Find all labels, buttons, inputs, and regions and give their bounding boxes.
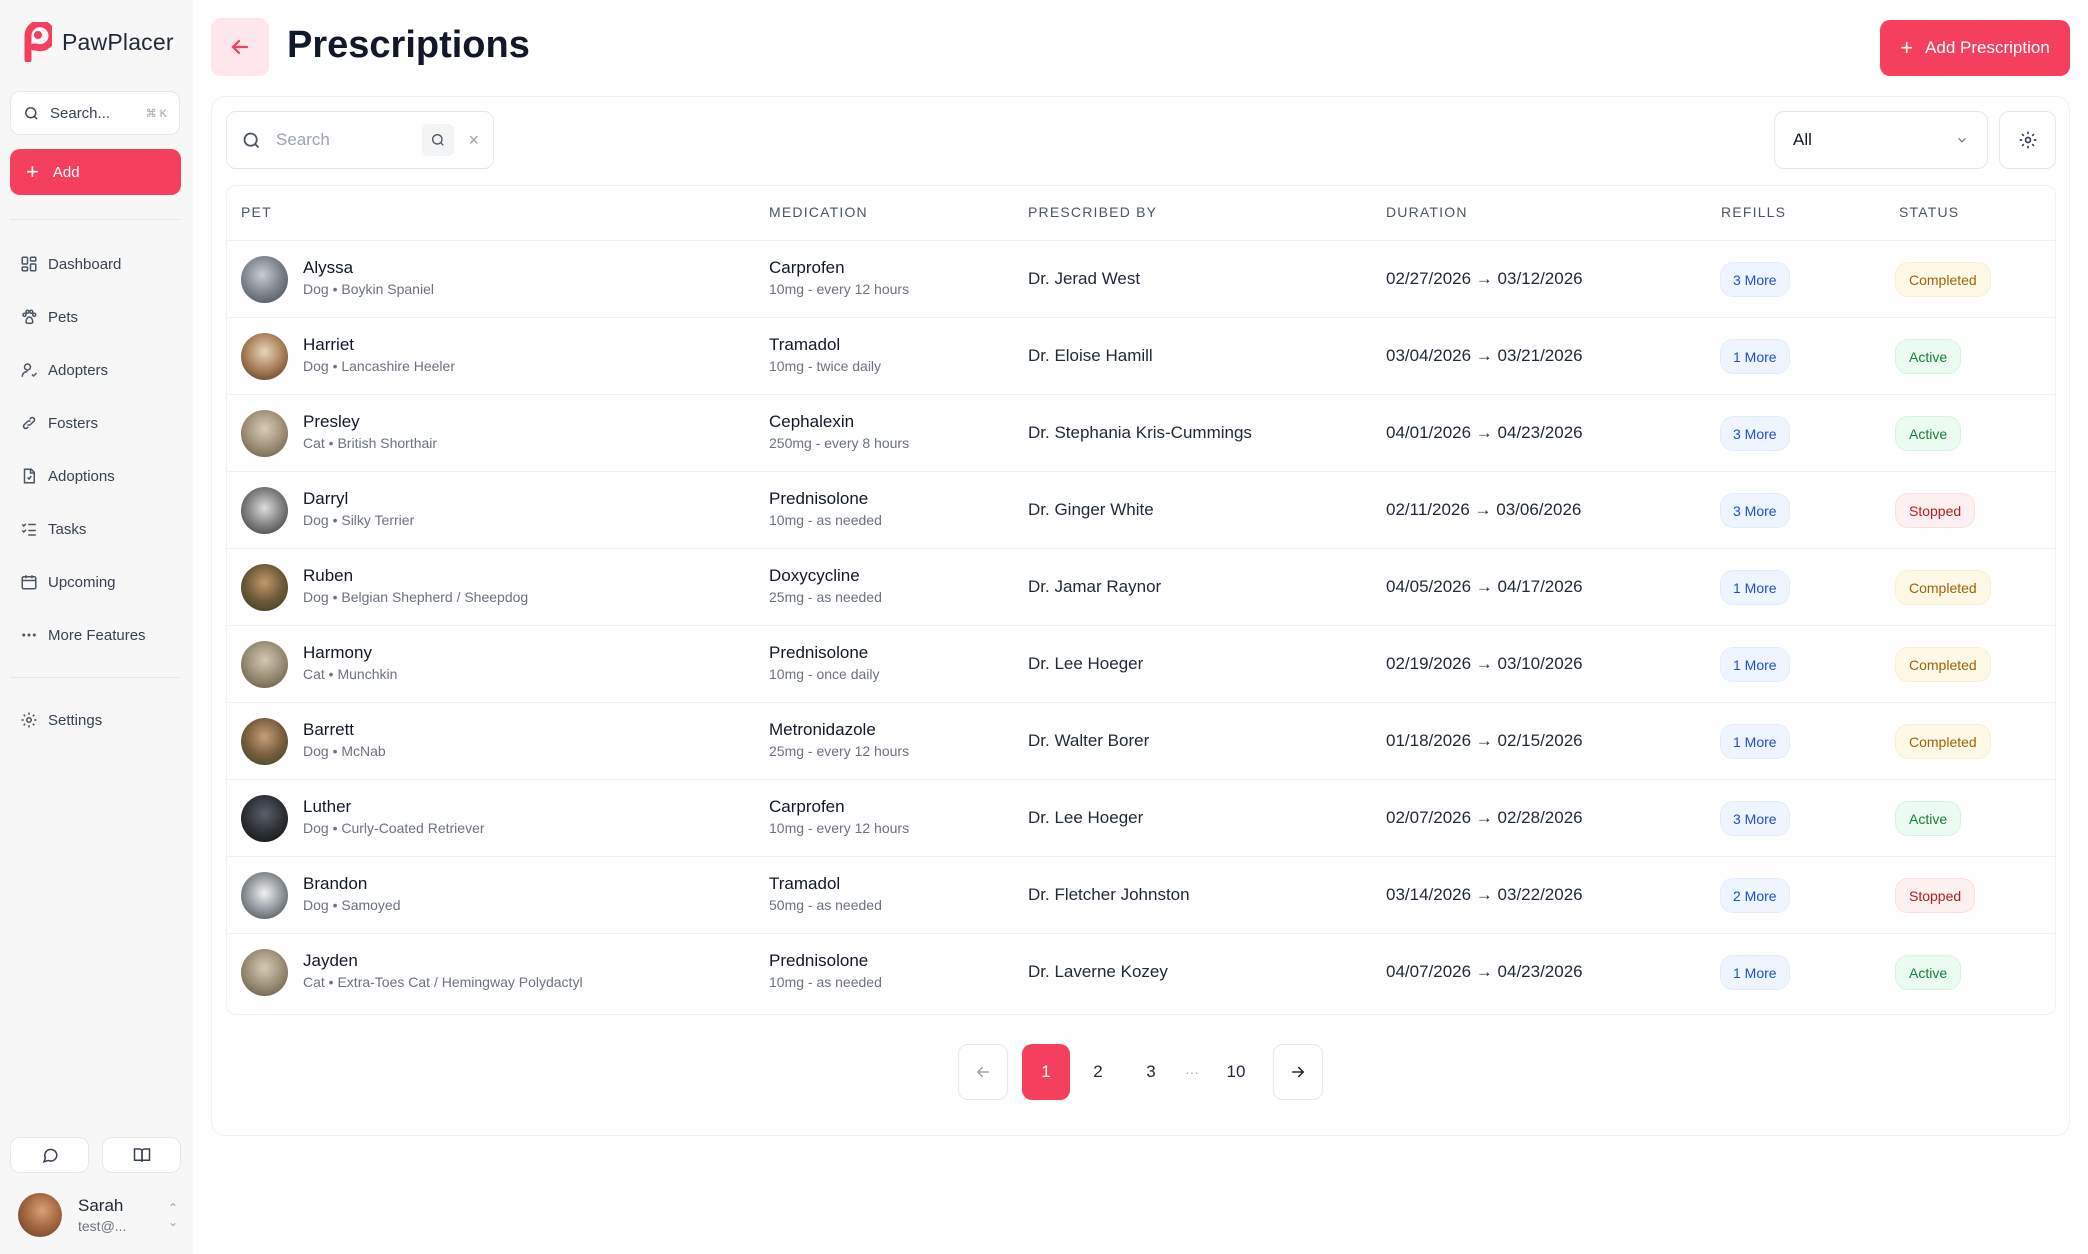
book-icon [133,1146,151,1164]
pet-info: Dog • McNab [303,743,386,759]
user-name: Sarah [78,1196,124,1215]
sidebar [0,0,193,1254]
pet-name: Darryl [303,489,349,508]
status-badge: Active [1896,340,1960,373]
medication-name: Doxycycline [769,566,860,585]
prescribed-by: Dr. Jerad West [1028,269,1141,288]
prescribed-by: Dr. Jamar Raynor [1028,577,1162,596]
sidebar-divider [10,677,181,678]
medication-dosage: 10mg - as needed [769,974,882,990]
pet-info: Dog • Curly-Coated Retriever [303,820,485,836]
chat-button[interactable] [10,1137,89,1173]
sidebar-item-adopters[interactable] [10,350,181,390]
pet-info: Cat • Munchkin [303,666,398,682]
duration: 01/18/2026 → 02/15/2026 [1386,731,1583,750]
sidebar-item-label: Dashboard [48,255,122,273]
pet-name: Alyssa [303,258,354,277]
pet-info: Dog • Lancashire Heeler [303,358,455,374]
prescribed-by: Dr. Walter Borer [1028,731,1150,750]
pet-info: Cat • British Shorthair [303,435,438,451]
sidebar-add-button[interactable] [10,149,181,195]
pet-avatar [241,410,288,457]
refills-badge[interactable]: 3 More [1721,263,1789,296]
dashboard-icon [20,255,38,273]
sidebar-item-upcoming[interactable] [10,562,181,602]
pet-name: Harriet [303,335,355,354]
user-menu[interactable] [18,1193,178,1237]
search-shortcut: ⌘ K [145,107,167,120]
sidebar-search-placeholder: Search... [50,104,111,122]
prescribed-by: Dr. Lee Hoeger [1028,808,1144,827]
paw-icon [20,308,38,326]
pagination-prev-button[interactable] [958,1044,1008,1100]
prescribed-by: Dr. Ginger White [1028,500,1154,519]
pet-avatar [241,949,288,996]
chevron-down-icon [1955,133,1969,147]
prescribed-by: Dr. Fletcher Johnston [1028,885,1190,904]
sidebar-item-label: Settings [48,711,103,729]
pet-info: Dog • Boykin Spaniel [303,281,434,297]
sidebar-item-tasks[interactable] [10,509,181,549]
table-row[interactable] [226,548,2056,625]
adoptions-icon [20,467,38,485]
medication-name: Tramadol [769,335,841,354]
refills-badge[interactable]: 1 More [1721,725,1789,758]
clear-search-icon[interactable]: × [468,129,479,150]
pet-avatar [241,872,288,919]
sidebar-item-label: More Features [48,626,146,644]
prescribed-by: Dr. Eloise Hamill [1028,346,1153,365]
table-row[interactable] [226,856,2056,933]
sidebar-item-label: Adopters [48,361,109,379]
refills-badge[interactable]: 3 More [1721,417,1789,450]
search-icon [23,105,40,122]
medication-name: Cephalexin [769,412,855,431]
refills-badge[interactable]: 2 More [1721,879,1789,912]
pagination-page-3[interactable]: 3 [1146,1062,1156,1081]
medication-dosage: 10mg - every 12 hours [769,820,910,836]
medication-dosage: 25mg - every 12 hours [769,743,910,759]
medication-dosage: 10mg - as needed [769,512,882,528]
search-input[interactable]: Search [276,130,330,149]
status-badge: Completed [1896,571,1990,604]
table-settings-button[interactable] [1999,111,2056,169]
status-filter-select[interactable] [1774,111,1988,169]
pet-name: Barrett [303,720,355,739]
sidebar-item-label: Pets [48,308,79,326]
back-button[interactable] [211,18,269,76]
column-header-prescribed-by[interactable]: PRESCRIBED BY [1028,204,1158,220]
table-row[interactable] [226,471,2056,548]
adopters-icon [20,361,38,379]
sidebar-item-label: Fosters [48,414,99,432]
sidebar-item-dashboard[interactable] [10,244,181,284]
arrow-right-icon [1289,1063,1307,1081]
duration: 02/11/2026 → 03/06/2026 [1386,500,1582,519]
duration: 04/07/2026 → 04/23/2026 [1386,962,1583,981]
refills-badge[interactable]: 1 More [1721,571,1789,604]
pet-name: Harmony [303,643,372,662]
medication-name: Carprofen [769,258,845,277]
duration: 04/01/2026 → 04/23/2026 [1386,423,1583,442]
avatar [18,1193,62,1237]
column-header-status[interactable]: STATUS [1899,204,1960,220]
sidebar-add-label: Add [52,163,80,181]
status-badge: Stopped [1896,879,1974,912]
gear-icon [20,711,38,729]
status-badge: Active [1896,956,1960,989]
pagination-page-10[interactable]: 10 [1226,1062,1246,1081]
pet-info: Dog • Silky Terrier [303,512,415,528]
pet-avatar [241,718,288,765]
sidebar-item-pets[interactable] [10,297,181,337]
status-badge: Active [1896,802,1960,835]
pet-avatar [241,333,288,380]
pet-name: Brandon [303,874,368,893]
fosters-icon [20,414,38,432]
medication-dosage: 50mg - as needed [769,897,882,913]
chevron-up-down-icon: ⌃ ⌄ [167,1201,178,1229]
duration: 02/07/2026 → 02/28/2026 [1386,808,1583,827]
add-prescription-button[interactable] [1880,20,2070,76]
pet-info: Dog • Belgian Shepherd / Sheepdog [303,589,529,605]
pet-info: Cat • Extra-Toes Cat / Hemingway Polydactyl [303,974,583,990]
chat-bubble-icon [41,1146,59,1164]
pet-avatar [241,795,288,842]
refills-badge[interactable]: 3 More [1721,494,1789,527]
medication-name: Tramadol [769,874,841,893]
medication-dosage: 25mg - as needed [769,589,882,605]
sidebar-item-adoptions[interactable] [10,456,181,496]
status-badge: Stopped [1896,494,1974,527]
pagination-ellipsis: ··· [1185,1064,1199,1080]
duration: 03/04/2026 → 03/21/2026 [1386,346,1583,365]
pagination-page-2[interactable]: 2 [1093,1062,1103,1081]
table-search[interactable] [226,111,494,169]
medication-dosage: 10mg - twice daily [769,358,882,374]
pet-info: Dog • Samoyed [303,897,401,913]
plus-icon: + [26,159,39,184]
calendar-icon [20,573,38,591]
tasks-icon [20,520,38,538]
search-icon [241,130,262,151]
medication-dosage: 250mg - every 8 hours [769,435,910,451]
pet-avatar [241,487,288,534]
prescribed-by: Dr. Stephania Kris-Cummings [1028,423,1252,442]
add-prescription-label: Add Prescription [1925,38,2050,57]
prescribed-by: Dr. Laverne Kozey [1028,962,1168,981]
pawplacer-logo-icon [20,22,52,62]
table-row[interactable] [226,394,2056,471]
pet-avatar [241,641,288,688]
table-row[interactable] [226,933,2056,1010]
status-badge: Completed [1896,263,1990,296]
app-name: PawPlacer [62,28,174,55]
pagination-next-button[interactable] [1273,1044,1323,1100]
sidebar-item-label: Tasks [48,520,87,538]
table-row[interactable] [226,240,2056,317]
docs-button[interactable] [102,1137,181,1173]
status-badge: Completed [1896,648,1990,681]
status-filter-value: All [1793,130,1812,149]
sidebar-item-settings[interactable] [10,700,181,740]
sidebar-item-label: Adoptions [48,467,115,485]
medication-name: Prednisolone [769,643,869,662]
duration: 03/14/2026 → 03/22/2026 [1386,885,1583,904]
gear-icon [2018,130,2038,150]
page-title: Prescriptions [287,24,530,66]
prescribed-by: Dr. Lee Hoeger [1028,654,1144,673]
pet-name: Ruben [303,566,354,585]
refills-badge[interactable]: 3 More [1721,802,1789,835]
refills-badge[interactable]: 1 More [1721,340,1789,373]
table-row[interactable] [226,702,2056,779]
refills-badge[interactable]: 1 More [1721,956,1789,989]
table-row[interactable] [226,625,2056,702]
search-icon [430,132,446,148]
sidebar-item-label: Upcoming [48,573,116,591]
arrow-left-icon [228,35,252,59]
plus-icon: + [1900,35,1914,60]
medication-name: Prednisolone [769,951,869,970]
duration: 02/27/2026 → 03/12/2026 [1386,269,1583,288]
pet-avatar [241,256,288,303]
pagination-page-1[interactable]: 1 [1022,1044,1070,1100]
pet-name: Jayden [303,951,358,970]
sidebar-bottom-actions [10,1137,181,1173]
medication-name: Prednisolone [769,489,869,508]
refills-badge[interactable]: 1 More [1721,648,1789,681]
duration: 04/05/2026 → 04/17/2026 [1386,577,1583,596]
pet-avatar [241,564,288,611]
column-header-refills[interactable]: REFILLS [1721,204,1787,220]
medication-dosage: 10mg - every 12 hours [769,281,910,297]
table-row[interactable] [226,317,2056,394]
app-logo[interactable] [20,22,174,62]
more-icon [20,626,38,644]
sidebar-item-more-features[interactable] [10,615,181,655]
column-header-duration[interactable]: DURATION [1386,204,1468,220]
status-badge: Active [1896,417,1960,450]
search-submit-button[interactable] [422,124,454,156]
status-badge: Completed [1896,725,1990,758]
medication-dosage: 10mg - once daily [769,666,880,682]
medication-name: Carprofen [769,797,845,816]
user-email: test@... [78,1218,127,1234]
duration: 02/19/2026 → 03/10/2026 [1386,654,1583,673]
sidebar-item-fosters[interactable] [10,403,181,443]
pet-name: Presley [303,412,360,431]
arrow-left-icon [974,1063,992,1081]
column-header-medication[interactable]: MEDICATION [769,204,868,220]
sidebar-divider [10,219,181,220]
column-header-pet[interactable]: PET [241,204,272,220]
pet-name: Luther [303,797,352,816]
table-row[interactable] [226,779,2056,856]
medication-name: Metronidazole [769,720,876,739]
sidebar-search[interactable] [10,91,180,135]
